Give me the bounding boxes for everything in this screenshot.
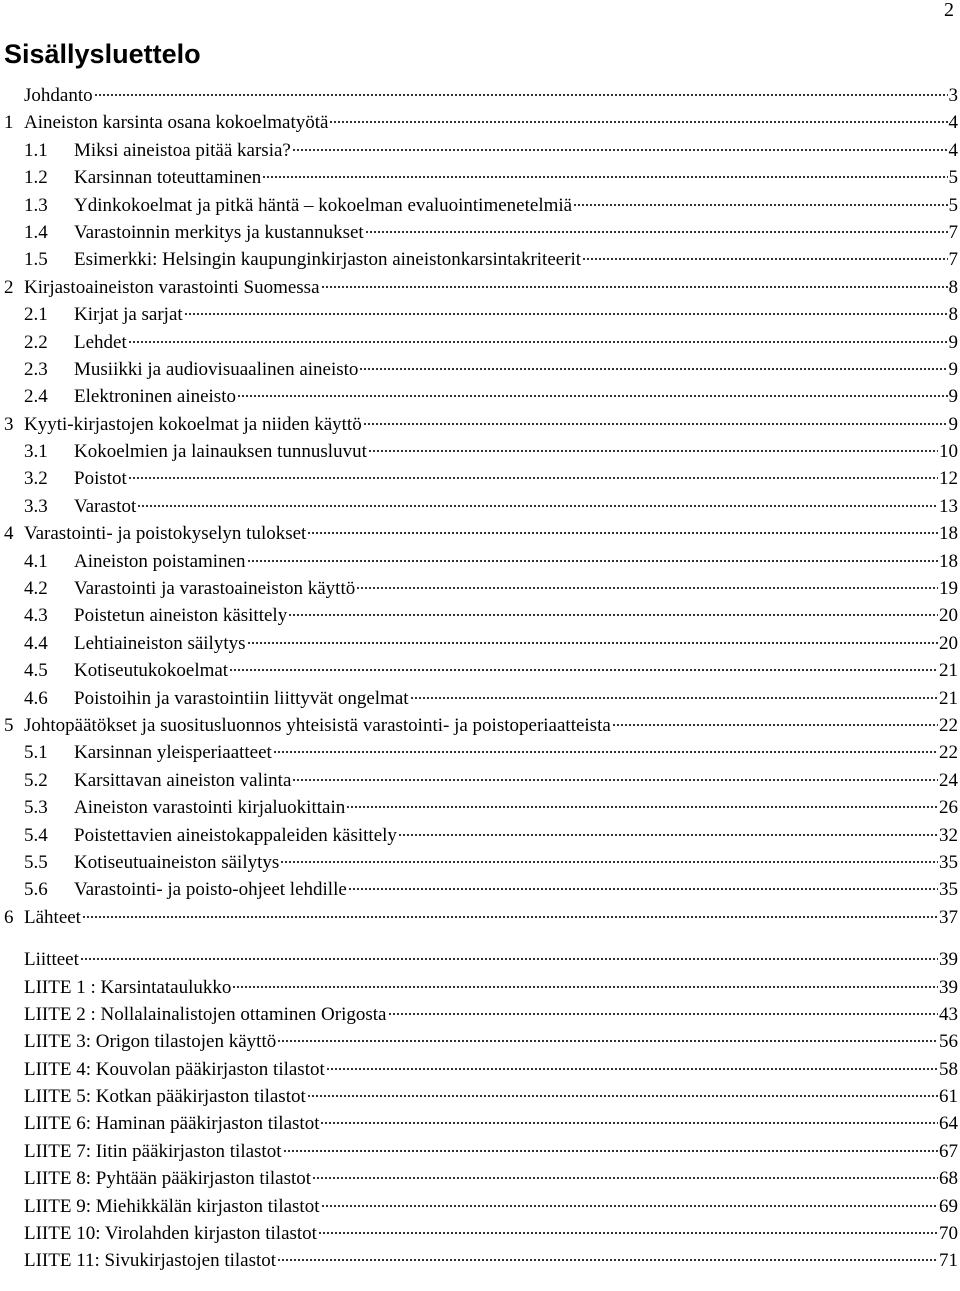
toc-entry-page: 21 [939, 687, 958, 709]
toc-entry-number: 4.4 [24, 632, 48, 654]
toc-entry-number: 2.3 [24, 358, 48, 380]
toc-entry-label: LIITE 11: Sivukirjastojen tilastot [24, 1250, 277, 1272]
toc-entry-label: LIITE 5: Kotkan pääkirjaston tilastot [24, 1086, 306, 1108]
dot-leader [82, 915, 938, 919]
toc-entry-number: 5.2 [24, 769, 48, 791]
toc-entry-page: 22 [939, 714, 958, 736]
toc-entry-page: 8 [948, 304, 958, 326]
toc-entry-page: 5 [948, 194, 958, 216]
toc-entry-page: 20 [939, 632, 958, 654]
toc-entry-label: LIITE 9: Miehikkälän kirjaston tilastot [24, 1195, 320, 1217]
toc-entry-page: 64 [939, 1113, 958, 1135]
toc-entry-number: 5.6 [24, 879, 48, 901]
toc-entry-label: Esimerkki: Helsingin kaupunginkirjaston aineistonkarsintakriteerit [74, 249, 582, 271]
toc-entry[interactable] [4, 414, 958, 441]
dot-leader [398, 833, 938, 837]
toc-entry-page: 9 [948, 413, 958, 435]
dot-leader [365, 230, 948, 234]
dot-leader [318, 1231, 938, 1235]
dot-leader [292, 148, 948, 152]
toc-entry[interactable] [4, 441, 958, 468]
toc-entry-page: 18 [939, 550, 958, 572]
toc-entry[interactable] [4, 742, 958, 769]
toc-entry-page: 56 [939, 1031, 958, 1053]
toc-entry-page: 39 [939, 949, 958, 971]
toc-entry-label: Varastot [74, 495, 137, 517]
toc-entry-label: Varastointi- ja poisto-ohjeet lehdille [74, 879, 347, 901]
toc-entry[interactable] [4, 1031, 958, 1058]
table-of-contents [4, 85, 958, 1278]
toc-entry-number: 2.1 [24, 304, 48, 326]
toc-entry-page: 68 [939, 1168, 958, 1190]
toc-entry-page: 7 [948, 221, 958, 243]
toc-entry-number: 1.1 [24, 139, 48, 161]
toc-entry[interactable] [4, 825, 958, 852]
toc-entry[interactable] [4, 770, 958, 797]
toc-entry-number: 1 [4, 112, 14, 134]
toc-entry[interactable] [4, 688, 958, 715]
dot-leader [184, 312, 948, 316]
toc-entry-page: 10 [939, 441, 958, 463]
toc-entry-page: 20 [939, 605, 958, 627]
dot-leader [329, 120, 947, 124]
toc-entry-number: 5.3 [24, 797, 48, 819]
dot-leader [410, 696, 938, 700]
toc-entry[interactable] [4, 332, 958, 359]
dot-leader [356, 586, 938, 590]
toc-entry-label: Kokoelmien ja lainauksen tunnusluvut [74, 441, 367, 463]
toc-entry-label: Johtopäätökset ja suositusluonnos yhteisistä varastointi- ja poistoperiaatteista [24, 714, 611, 736]
dot-leader [262, 175, 947, 179]
toc-entry-label: LIITE 8: Pyhtään pääkirjaston tilastot [24, 1168, 312, 1190]
toc-entry-page: 58 [939, 1058, 958, 1080]
dot-leader [229, 668, 938, 672]
dot-leader [573, 203, 947, 207]
dot-leader [320, 1121, 938, 1125]
toc-entry-number: 5.1 [24, 742, 48, 764]
toc-entry-number: 1.3 [24, 194, 48, 216]
toc-entry-number: 4.1 [24, 550, 48, 572]
toc-entry-label: LIITE 10: Virolahden kirjaston tilastot [24, 1223, 317, 1245]
toc-entry-label: Varastointi- ja poistokyselyn tulokset [24, 523, 307, 545]
toc-entry-number: 6 [4, 906, 14, 928]
toc-entry-page: 39 [939, 976, 958, 998]
toc-entry[interactable] [4, 195, 958, 222]
toc-entry[interactable] [4, 1168, 958, 1195]
toc-entry-number: 3.3 [24, 495, 48, 517]
toc-entry-label: Aineiston varastointi kirjaluokittain [74, 797, 346, 819]
toc-entry-page: 13 [939, 495, 958, 517]
toc-entry[interactable] [4, 1113, 958, 1140]
dot-leader [346, 805, 938, 809]
toc-entry-label: LIITE 2 : Nollalainalistojen ottaminen Origosta [24, 1003, 387, 1025]
toc-entry-label: Varastointi ja varastoaineiston käyttö [74, 578, 356, 600]
dot-leader [612, 723, 938, 727]
toc-entry[interactable] [4, 1004, 958, 1031]
toc-entry[interactable] [4, 578, 958, 605]
toc-entry-label: Kotiseutukokoelmat [74, 660, 229, 682]
dot-leader [363, 422, 948, 426]
toc-entry[interactable] [4, 633, 958, 660]
dot-leader [80, 957, 938, 961]
toc-entry[interactable] [4, 879, 958, 906]
toc-entry-label: Musiikki ja audiovisuaalinen aineisto [74, 358, 359, 380]
dot-leader [321, 1204, 939, 1208]
toc-entry-page: 9 [948, 386, 958, 408]
toc-entry-page: 8 [948, 276, 958, 298]
dot-leader [277, 1039, 938, 1043]
toc-entry-page: 18 [939, 523, 958, 545]
toc-entry-number: 1.5 [24, 249, 48, 271]
toc-entry[interactable] [4, 468, 958, 495]
dot-leader [582, 257, 947, 261]
toc-entry[interactable] [4, 1196, 958, 1223]
toc-entry[interactable] [4, 140, 958, 167]
toc-entry-page: 5 [948, 167, 958, 189]
toc-entry[interactable] [4, 852, 958, 879]
toc-entry-label: Elektroninen aineisto [74, 386, 236, 408]
toc-entry-label: LIITE 4: Kouvolan pääkirjaston tilastot [24, 1058, 325, 1080]
toc-entry-label: Aineiston karsinta osana kokoelmatyötä [24, 112, 329, 134]
toc-entry-number: 4.6 [24, 687, 48, 709]
dot-leader [321, 285, 948, 289]
toc-entry-page: 12 [939, 468, 958, 490]
toc-entry-page: 70 [939, 1223, 958, 1245]
toc-entry[interactable] [4, 1223, 958, 1250]
dot-leader [288, 613, 938, 617]
toc-entry-label: LIITE 6: Haminan pääkirjaston tilastot [24, 1113, 320, 1135]
dot-leader [137, 504, 938, 508]
dot-leader [94, 93, 948, 97]
toc-entry-label: Liitteet [24, 949, 79, 971]
toc-entry[interactable] [4, 797, 958, 824]
dot-leader [359, 367, 947, 371]
toc-entry[interactable] [4, 1086, 958, 1113]
dot-leader [277, 1258, 938, 1262]
page-number: 2 [944, 0, 954, 21]
toc-entry-number: 5.4 [24, 824, 48, 846]
toc-entry-label: Kyyti-kirjastojen kokoelmat ja niiden käyttö [24, 413, 362, 435]
toc-entry-label: LIITE 1 : Karsintataulukko [24, 976, 232, 998]
toc-entry[interactable] [4, 222, 958, 249]
dot-leader [348, 887, 938, 891]
toc-entry[interactable] [4, 277, 958, 304]
toc-entry-page: 3 [948, 85, 958, 106]
dot-leader [247, 641, 938, 645]
toc-entry[interactable] [4, 715, 958, 742]
dot-leader [128, 340, 948, 344]
dot-leader [307, 531, 938, 535]
toc-entry[interactable] [4, 167, 958, 194]
toc-entry[interactable] [4, 949, 958, 976]
toc-entry[interactable] [4, 605, 958, 632]
toc-entry[interactable] [4, 359, 958, 386]
toc-entry[interactable] [4, 1141, 958, 1168]
toc-entry-page: 67 [939, 1140, 958, 1162]
toc-entry-number: 4.3 [24, 605, 48, 627]
dot-leader [280, 860, 938, 864]
dot-leader [312, 1176, 938, 1180]
toc-entry-page: 22 [939, 742, 958, 764]
toc-entry-page: 19 [939, 578, 958, 600]
toc-entry-page: 26 [939, 797, 958, 819]
toc-entry-page: 7 [948, 249, 958, 271]
dot-leader [292, 778, 938, 782]
toc-entry-number: 3.2 [24, 468, 48, 490]
toc-entry-page: 21 [939, 660, 958, 682]
toc-entry[interactable] [4, 85, 958, 112]
toc-entry[interactable] [4, 977, 958, 1004]
toc-entry[interactable] [4, 1059, 958, 1086]
toc-entry-label: Karsinnan yleisperiaatteet [74, 742, 272, 764]
toc-entry-label: Kirjastoaineiston varastointi Suomessa [24, 276, 320, 298]
dot-leader [368, 449, 938, 453]
toc-entry-page: 32 [939, 824, 958, 846]
toc-entry-label: LIITE 3: Origon tilastojen käyttö [24, 1031, 277, 1053]
toc-entry-number: 4.5 [24, 660, 48, 682]
toc-entry-page: 69 [939, 1195, 958, 1217]
toc-entry-number: 2.2 [24, 331, 48, 353]
toc-entry-number: 3.1 [24, 441, 48, 463]
toc-entry-page: 4 [948, 112, 958, 134]
toc-entry-page: 61 [939, 1086, 958, 1108]
toc-entry-label: Johdanto [24, 85, 93, 106]
toc-entry-page: 43 [939, 1003, 958, 1025]
toc-entry[interactable] [4, 660, 958, 687]
toc-entry-page: 37 [939, 906, 958, 928]
toc-entry-label: Ydinkokoelmat ja pitkä häntä – kokoelman evaluointimenetelmiä [74, 194, 573, 216]
toc-entry-page: 35 [939, 879, 958, 901]
toc-entry[interactable] [4, 249, 958, 276]
toc-entry-number: 2 [4, 276, 14, 298]
toc-entry[interactable] [4, 112, 958, 139]
toc-entry[interactable] [4, 386, 958, 413]
dot-leader [388, 1012, 939, 1016]
toc-entry-label: Poistetun aineiston käsittely [74, 605, 288, 627]
toc-entry-number: 2.4 [24, 386, 48, 408]
toc-entry-number: 4 [4, 523, 14, 545]
toc-entry-number: 5.5 [24, 851, 48, 873]
dot-leader [326, 1067, 938, 1071]
toc-entry-number: 1.2 [24, 167, 48, 189]
toc-entry-number: 3 [4, 413, 14, 435]
dot-leader [232, 985, 938, 989]
toc-entry-label: Karsittavan aineiston valinta [74, 769, 292, 791]
toc-entry[interactable] [4, 551, 958, 578]
toc-entry-label: Karsinnan toteuttaminen [74, 167, 262, 189]
toc-entry[interactable] [4, 496, 958, 523]
toc-entry-label: Poistettavien aineistokappaleiden käsittely [74, 824, 397, 846]
toc-entry-label: Poistoihin ja varastointiin liittyvät ongelmat [74, 687, 409, 709]
toc-entry-label: Kirjat ja sarjat [74, 304, 183, 326]
page-title: Sisällysluettelo [4, 39, 201, 69]
toc-entry-page: 9 [948, 358, 958, 380]
toc-entry-number: 4.2 [24, 578, 48, 600]
toc-entry-label: Lähteet [24, 906, 81, 928]
toc-entry-label: Varastoinnin merkitys ja kustannukset [74, 221, 364, 243]
toc-entry[interactable] [4, 1250, 958, 1277]
toc-entry-page: 4 [948, 139, 958, 161]
dot-leader [128, 476, 938, 480]
dot-leader [237, 394, 948, 398]
toc-entry-page: 24 [939, 769, 958, 791]
dot-leader [283, 1149, 939, 1153]
toc-entry-label: Lehtiaineiston säilytys [74, 632, 246, 654]
toc-entry-page: 9 [948, 331, 958, 353]
toc-entry-label: Miksi aineistoa pitää karsia? [74, 139, 291, 161]
toc-entry-label: Poistot [74, 468, 127, 490]
dot-leader [307, 1094, 938, 1098]
toc-entry-number: 1.4 [24, 221, 48, 243]
toc-entry-number: 5 [4, 714, 14, 736]
toc-entry[interactable] [4, 907, 958, 934]
toc-entry-page: 35 [939, 851, 958, 873]
toc-entry-label: Aineiston poistaminen [74, 550, 246, 572]
toc-entry[interactable] [4, 304, 958, 331]
toc-entry[interactable] [4, 523, 958, 550]
toc-entry-label: LIITE 7: Iitin pääkirjaston tilastot [24, 1140, 282, 1162]
toc-entry-label: Kotiseutuaineiston säilytys [74, 851, 280, 873]
toc-entry-page: 71 [939, 1250, 958, 1272]
dot-leader [273, 750, 938, 754]
dot-leader [247, 559, 938, 563]
toc-entry-label: Lehdet [74, 331, 127, 353]
